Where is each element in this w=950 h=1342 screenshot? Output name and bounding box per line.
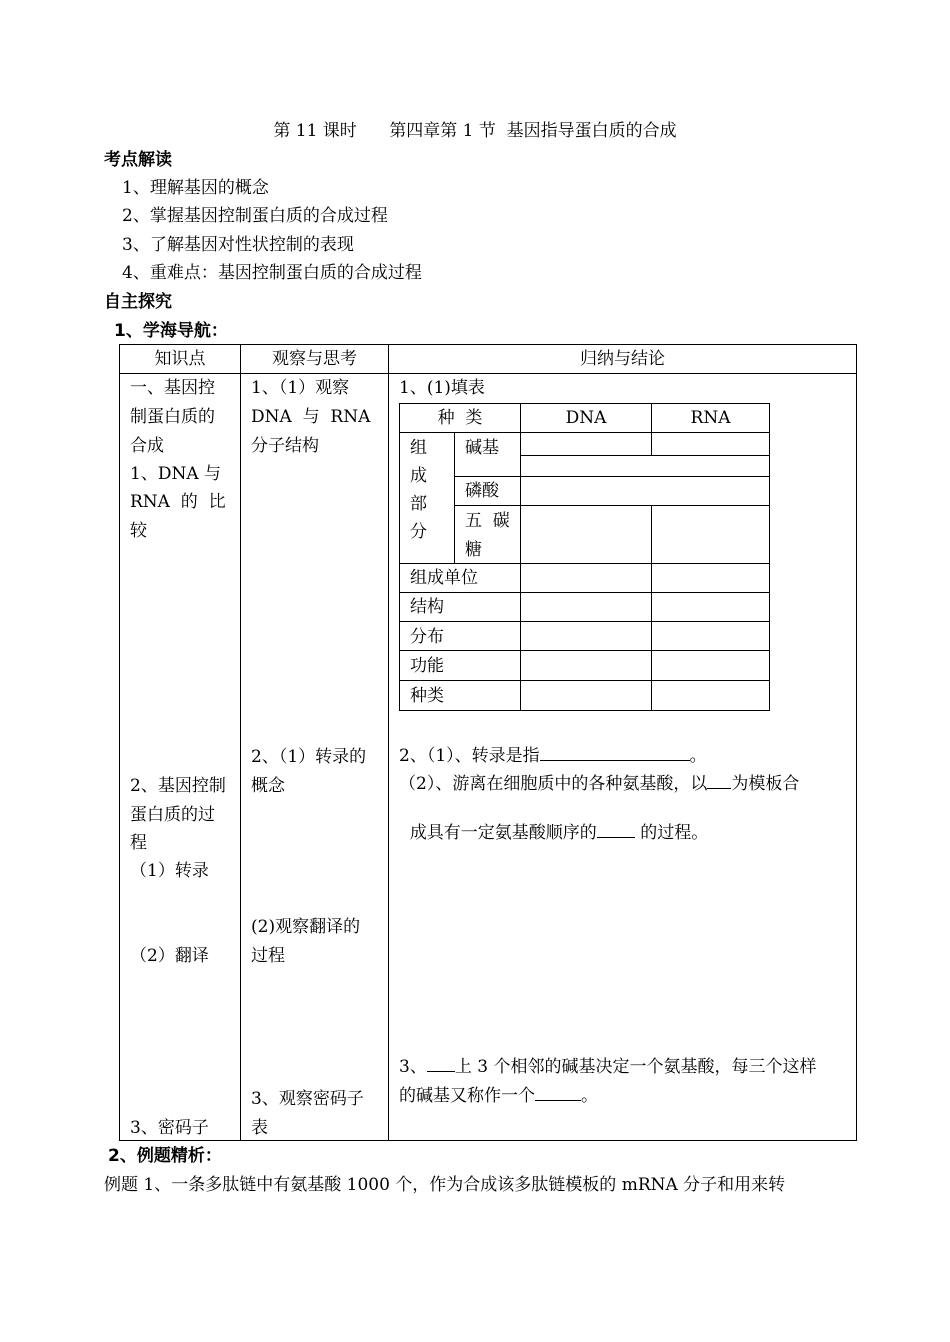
row-label: 种类 <box>410 686 444 706</box>
question-text: 。 <box>689 746 707 766</box>
example-text: 例题 1、一条多肽链中有氨基酸 1000 个，作为合成该多肽链模板的 mRNA 分子和用来转 <box>104 1175 786 1195</box>
col2-line: 过程 <box>251 946 285 966</box>
answer-blank[interactable] <box>707 773 731 789</box>
question-text: 。 <box>581 1086 598 1106</box>
table-col-divider-1 <box>240 344 241 1141</box>
table-header-divider <box>119 373 857 374</box>
question-text: 的碱基又称作一个 <box>399 1086 535 1106</box>
row-label-sugar: 糖 <box>465 540 482 560</box>
table-border-top <box>119 344 857 345</box>
group-char: 组 <box>410 438 427 458</box>
col1-line: （1）转录 <box>130 861 209 881</box>
question-text: 上 3 个相邻的碱基决定一个氨基酸，每三个这样 <box>454 1057 817 1077</box>
group-char: 分 <box>410 522 427 542</box>
row-label: 分布 <box>410 627 444 647</box>
row-label-phosphate: 磷酸 <box>465 481 499 501</box>
col2-line: 3、观察密码子 <box>251 1089 364 1109</box>
list-item: 3、了解基因对性状控制的表现 <box>122 235 354 255</box>
col1-line: RNA 的 比 <box>130 492 226 512</box>
row-label-sugar: 五 碳 <box>465 511 510 531</box>
col1-line: 程 <box>130 833 147 853</box>
col1-line: （2）翻译 <box>130 946 209 966</box>
section-heading-kaodian: 考点解读 <box>104 150 172 170</box>
row-label: 结构 <box>410 597 444 617</box>
col2-line: 概念 <box>251 776 285 796</box>
row-label: 组成单位 <box>410 568 478 588</box>
question-translation-cont <box>399 802 708 843</box>
col2-line: 1、（1）观察 <box>251 378 350 398</box>
col1-line: 3、密码子 <box>130 1118 209 1138</box>
question-text: 的过程。 <box>634 823 709 843</box>
col2-line: 表 <box>251 1118 268 1138</box>
inner-header-kind: 种 类 <box>437 408 483 428</box>
col2-line: (2)观察翻译的 <box>251 917 361 937</box>
fill-table-title: 1、(1)填表 <box>399 378 485 398</box>
answer-blank[interactable] <box>427 1056 455 1072</box>
col2-line: 分子结构 <box>251 436 319 456</box>
list-item: 4、重难点：基因控制蛋白质的合成过程 <box>122 263 422 283</box>
col1-line: 蛋白质的过 <box>130 805 215 825</box>
question-codon-cont <box>399 1085 598 1106</box>
row-label: 功能 <box>410 656 444 676</box>
col1-line: 2、基因控制 <box>130 776 226 796</box>
subheading-liti: 2、例题精析： <box>108 1146 222 1166</box>
question-text: （2）、游离在细胞质中的各种氨基酸，以 <box>399 774 708 794</box>
question-transcription <box>399 745 707 766</box>
question-codon <box>399 1056 816 1077</box>
col1-line: 制蛋白质的 <box>130 407 215 427</box>
answer-blank[interactable] <box>597 822 635 838</box>
col2-line: 2、（1）转录的 <box>251 747 367 767</box>
answer-blank[interactable] <box>540 745 690 761</box>
table-border-left <box>119 344 120 1141</box>
table-header-knowledge: 知识点 <box>154 349 206 369</box>
question-text: 2、（1）、转录是指 <box>399 746 540 766</box>
row-label-base: 碱基 <box>465 438 499 458</box>
table-border-bottom <box>119 1140 857 1141</box>
list-item: 2、掌握基因控制蛋白质的合成过程 <box>122 206 388 226</box>
col1-line: 1、DNA 与 <box>130 464 222 484</box>
group-char: 部 <box>410 494 427 514</box>
question-text: 为模板合 <box>731 774 800 794</box>
section-heading-zizhu: 自主探究 <box>104 292 172 312</box>
col1-line: 一、基因控 <box>130 378 215 398</box>
table-border-right <box>856 344 857 1141</box>
table-col-divider-2 <box>388 344 389 1141</box>
inner-header-dna: DNA <box>565 408 607 428</box>
group-char: 成 <box>410 466 427 486</box>
list-item: 1、理解基因的概念 <box>122 178 269 198</box>
table-header-observe: 观察与思考 <box>272 349 357 369</box>
col2-line: DNA 与 RNA <box>251 407 371 427</box>
subheading-xuehai: 1、学海导航： <box>114 321 228 341</box>
table-header-conclude: 归纳与结论 <box>580 349 665 369</box>
col1-line: 较 <box>130 521 147 541</box>
col1-line: 合成 <box>130 436 164 456</box>
question-text: 成具有一定氨基酸顺序的 <box>409 823 597 843</box>
question-text: 3、 <box>399 1057 427 1077</box>
question-translation <box>399 773 799 794</box>
page-title: 第 11 课时 第四章第 1 节 基因指导蛋白质的合成 <box>273 121 677 141</box>
inner-header-rna: RNA <box>690 408 731 428</box>
answer-blank[interactable] <box>535 1085 581 1101</box>
